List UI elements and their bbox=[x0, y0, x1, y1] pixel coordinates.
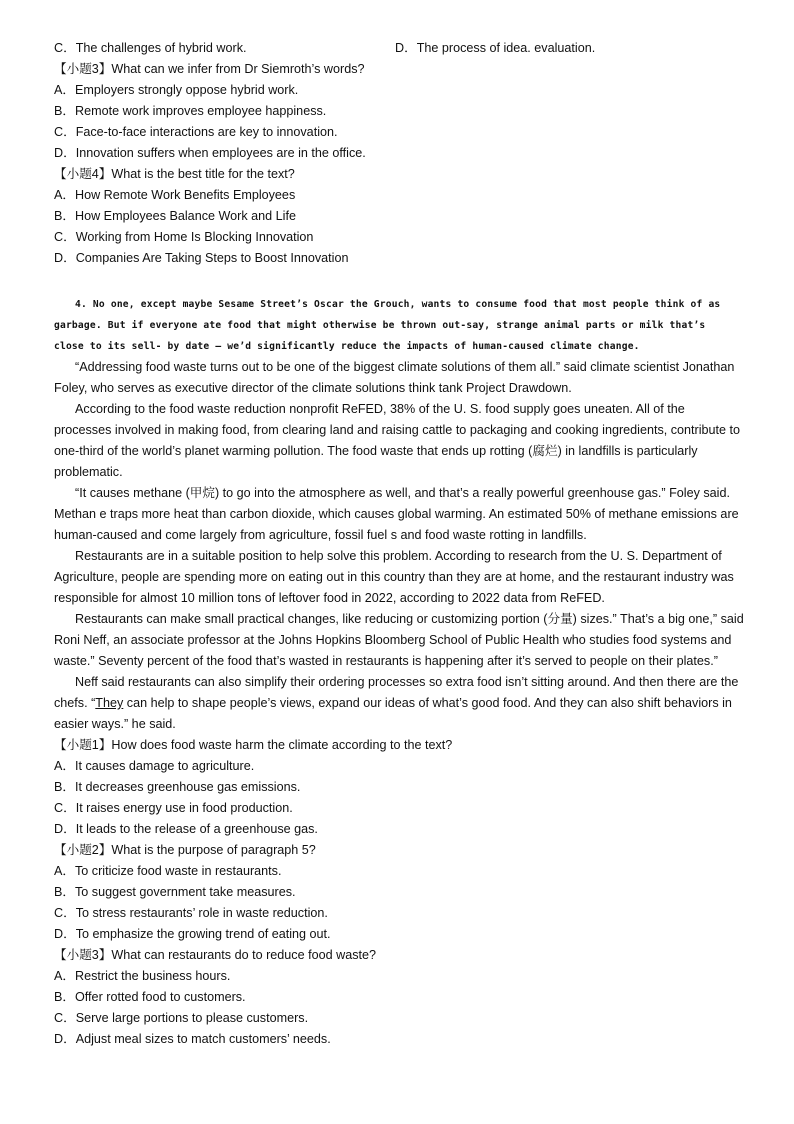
answer-option: D．Companies Are Taking Steps to Boost Innovation bbox=[54, 251, 349, 265]
answer-option: A．It causes damage to agriculture. bbox=[54, 759, 255, 773]
passage-paragraph: Restaurants are in a suitable position to help solve this problem. According to research from the U. S. Department of Agriculture, people are spending more on eating out in this country than they are at home, and the restaurant industry was responsible for almost 10 million tons of leftover food in 2022, according to 2022 data from ReFED. bbox=[54, 549, 734, 605]
answer-option: C．Working from Home Is Blocking Innovation bbox=[54, 230, 314, 244]
passage-paragraph-last bbox=[54, 672, 744, 735]
answer-option: B．Remote work improves employee happiness. bbox=[54, 104, 327, 118]
question-stem: 【小题3】What can we infer from Dr Siemroth’s words? bbox=[54, 62, 365, 76]
answer-option: B．How Employees Balance Work and Life bbox=[54, 209, 296, 223]
question-stem: 【小题4】What is the best title for the text? bbox=[54, 167, 295, 181]
answer-option: A．Restrict the business hours. bbox=[54, 969, 231, 983]
answer-option: A．To criticize food waste in restaurants. bbox=[54, 864, 282, 878]
answer-option: D．It leads to the release of a greenhouse gas. bbox=[54, 822, 318, 836]
passage-intro-line: garbage. But if everyone ate food that might otherwise be thrown out-say, strange animal parts or milk that’s bbox=[54, 320, 706, 331]
answer-option: B．Offer rotted food to customers. bbox=[54, 990, 246, 1004]
document-page bbox=[54, 38, 744, 1050]
answer-option: A．How Remote Work Benefits Employees bbox=[54, 188, 296, 202]
answer-option: D．To emphasize the growing trend of eating out. bbox=[54, 927, 331, 941]
passage-paragraph: According to the food waste reduction nonprofit ReFED, 38% of the U. S. food supply goes uneaten. All of the processes involved in making food, from clearing land and raising cattle to packaging and cooking ingredients, contribute to one-third of the world’s planet warming pollution. The food waste that ends up rotting (腐烂) in landfills is particularly problematic. bbox=[54, 402, 741, 479]
answer-option: C．It raises energy use in food production. bbox=[54, 801, 293, 815]
answer-option: C．To stress restaurants’ role in waste reduction. bbox=[54, 906, 328, 920]
answer-option: D．Adjust meal sizes to match customers’ needs. bbox=[54, 1032, 331, 1046]
answer-option: C．Face-to-face interactions are key to innovation. bbox=[54, 125, 338, 139]
question-stem: 【小题1】How does food waste harm the climate according to the text? bbox=[54, 738, 453, 752]
answer-option: D．Innovation suffers when employees are in the office. bbox=[54, 146, 366, 160]
answer-option: C．Serve large portions to please customers. bbox=[54, 1011, 309, 1025]
answer-option: B．It decreases greenhouse gas emissions. bbox=[54, 780, 301, 794]
passage-intro-line: close to its sell- by date — we’d significantly reduce the impacts of human-caused climate change. bbox=[54, 341, 640, 352]
prev-options-row bbox=[54, 38, 744, 59]
paragraph-text: Neff said restaurants can also simplify their ordering processes so extra food isn’t sitting around. And then there are the chefs. “ bbox=[54, 675, 739, 710]
section-gap bbox=[54, 269, 744, 294]
option-c: C．The challenges of hybrid work. bbox=[54, 41, 247, 55]
passage-paragraph: Restaurants can make small practical changes, like reducing or customizing portion (分量) sizes.” That’s a big one,” said Roni Neff, an associate professor at the Johns Hopkins Bloomberg School of Public Health who studies food systems and waste.” Seventy percent of the food that’s wasted in restaurants is happening after it’s served to people on their plates.” bbox=[54, 612, 744, 668]
answer-option: B．To suggest government take measures. bbox=[54, 885, 296, 899]
passage-intro-line: 4. No one, except maybe Sesame Street’s Oscar the Grouch, wants to consume food that most people think of as bbox=[75, 299, 721, 310]
answer-option: A．Employers strongly oppose hybrid work. bbox=[54, 83, 299, 97]
question-stem: 【小题2】What is the purpose of paragraph 5? bbox=[54, 843, 316, 857]
paragraph-text: can help to shape people’s views, expand our ideas of what’s good food. And they can also shift behaviors in easier ways.” he said. bbox=[54, 696, 732, 731]
passage-paragraph: “Addressing food waste turns out to be one of the biggest climate solutions of them all.” said climate scientist Jonathan Foley, who serves as executive director of the climate solutions think tank Project Drawdown. bbox=[54, 360, 735, 395]
passage-paragraph: “It causes methane (甲烷) to go into the atmosphere as well, and that’s a really powerful greenhouse gas.” Foley said. Methan e traps more heat than carbon dioxide, which causes global warming. An estimated 50% of methane emissions are human-caused and come largely from agriculture, fossil fuel s and food waste rotting in landfills. bbox=[54, 486, 739, 542]
underlined-word: They bbox=[95, 696, 124, 710]
option-d: D．The process of idea. evaluation. bbox=[395, 41, 596, 55]
question-stem: 【小题3】What can restaurants do to reduce food waste? bbox=[54, 948, 377, 962]
